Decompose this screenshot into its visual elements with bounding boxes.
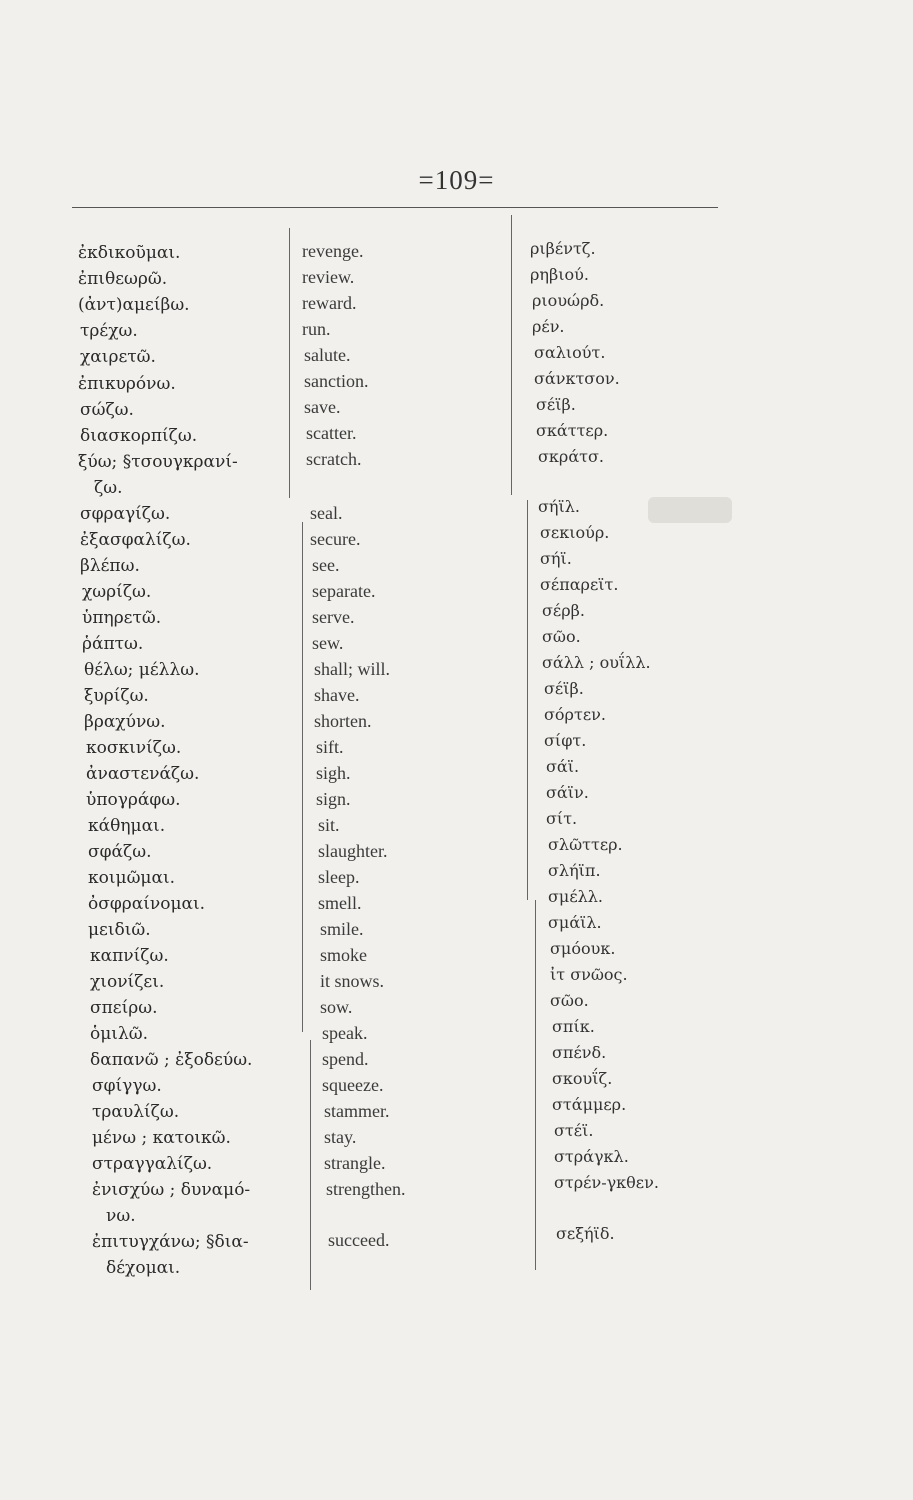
english-entry: succeed.	[328, 1230, 390, 1250]
column-divider-upper-right	[511, 215, 512, 495]
top-rule	[72, 207, 718, 208]
english-entry: sanction.	[304, 371, 369, 391]
english-entry: smell.	[318, 893, 362, 913]
greek-entry: ἐπιτυγχάνω; §δια-	[92, 1232, 249, 1252]
english-entry: salute.	[304, 345, 351, 365]
english-entry: it snows.	[320, 971, 385, 991]
english-entry: shorten.	[314, 711, 372, 731]
greek-entry: ἐπικυρόνω.	[78, 374, 176, 394]
pronunciation-entry: σκράτσ.	[538, 447, 604, 466]
greek-entry: σφίγγω.	[92, 1076, 162, 1096]
pronunciation-entry: σκουΐζ.	[552, 1069, 613, 1088]
pronunciation-entry: σεκιούρ.	[540, 523, 610, 542]
english-entry: smile.	[320, 919, 364, 939]
ink-smudge	[648, 497, 732, 523]
english-entry: reward.	[302, 293, 357, 313]
greek-entry: τραυλίζω.	[92, 1102, 180, 1122]
pronunciation-entry: σλῶττερ.	[548, 835, 623, 854]
pronunciation-entry: σέϊβ.	[544, 679, 584, 698]
english-entry: sigh.	[316, 763, 351, 783]
greek-entry: διασκορπίζω.	[80, 426, 198, 446]
pronunciation-entry: σκάττερ.	[536, 421, 609, 440]
greek-entry: ἀναστενάζω.	[86, 764, 200, 784]
greek-entry: ὁμιλῶ.	[90, 1024, 148, 1044]
column-divider-lower-right	[535, 900, 536, 1270]
pronunciation-entry: σεξήϊδ.	[556, 1224, 615, 1243]
english-entry: sift.	[316, 737, 344, 757]
greek-entry: σπείρω.	[90, 998, 158, 1018]
pronunciation-entry: ριουώρδ.	[532, 291, 605, 310]
pronunciation-entry: σέπαρεϊτ.	[540, 575, 619, 594]
english-entry: run.	[302, 319, 331, 339]
greek-entry: σφραγίζω.	[80, 504, 171, 524]
english-entry: smoke	[320, 945, 367, 965]
pronunciation-entry: σπίκ.	[552, 1017, 595, 1036]
pronunciation-entry: ρέν.	[532, 317, 565, 336]
greek-entry: χιονίζει.	[90, 972, 165, 992]
english-entry: sew.	[312, 633, 344, 653]
english-entry: sleep.	[318, 867, 360, 887]
column-divider-mid-left	[302, 522, 303, 1032]
greek-entry: ἐκδικοῦμαι.	[78, 243, 181, 263]
english-entry: shall; will.	[314, 659, 390, 679]
greek-entry: μειδιῶ.	[88, 920, 151, 940]
greek-entry: σώζω.	[80, 400, 134, 420]
english-entry: spend.	[322, 1049, 369, 1069]
english-entry: sign.	[316, 789, 351, 809]
column-divider-mid-right	[527, 500, 528, 900]
pronunciation-entry: σέρβ.	[542, 601, 585, 620]
english-entry: serve.	[312, 607, 355, 627]
english-entry: review.	[302, 267, 355, 287]
greek-entry: δέχομαι.	[106, 1258, 181, 1278]
pronunciation-entry: στάμμερ.	[552, 1095, 627, 1114]
greek-entry: χαιρετῶ.	[80, 347, 156, 367]
english-entry: separate.	[312, 581, 376, 601]
greek-entry: ῥάπτω.	[82, 634, 144, 654]
page-number: =109=	[418, 165, 495, 195]
greek-entry: νω.	[106, 1206, 136, 1226]
greek-entry: κάθημαι.	[88, 816, 166, 836]
pronunciation-entry: σπένδ.	[552, 1043, 607, 1062]
pronunciation-entry: στέϊ.	[554, 1121, 594, 1140]
greek-entry: (ἀντ)αμείβω.	[78, 295, 190, 315]
pronunciation-entry: σῶο.	[550, 991, 589, 1010]
greek-entry: χωρίζω.	[82, 582, 152, 602]
greek-entry: μένω ; κατοικῶ.	[92, 1128, 231, 1148]
greek-entry: ὑπογράφω.	[86, 790, 181, 810]
pronunciation-entry: σμόουκ.	[550, 939, 616, 958]
english-entry: shave.	[314, 685, 360, 705]
english-entry: seal.	[310, 503, 343, 523]
greek-entry: ξύω; §τσουγκρανί-	[78, 452, 238, 472]
pronunciation-entry: σαλιούτ.	[534, 343, 606, 362]
pronunciation-entry: σλήϊπ.	[548, 861, 601, 880]
english-entry: slaughter.	[318, 841, 388, 861]
english-entry: secure.	[310, 529, 361, 549]
english-entry: stay.	[324, 1127, 357, 1147]
pronunciation-entry: ἰτ σνῶος.	[550, 965, 628, 984]
pronunciation-entry: σέϊβ.	[536, 395, 576, 414]
pronunciation-entry: ρηβιού.	[530, 265, 589, 284]
pronunciation-entry: σήϊλ.	[538, 497, 581, 516]
english-entry: save.	[304, 397, 341, 417]
greek-entry: σφάζω.	[88, 842, 152, 862]
pronunciation-entry: σήϊ.	[540, 549, 572, 568]
greek-entry: ὑπηρετῶ.	[82, 608, 162, 628]
greek-entry: ἐξασφαλίζω.	[80, 530, 191, 550]
pronunciation-entry: στρέν-γκθεν.	[554, 1173, 659, 1192]
pronunciation-entry: σάλλ ; ουΐλλ.	[542, 653, 651, 672]
pronunciation-entry: στράγκλ.	[554, 1147, 629, 1166]
pronunciation-entry: σόρτεν.	[544, 705, 606, 724]
pronunciation-entry: σάνκτσον.	[534, 369, 620, 388]
pronunciation-entry: σμάϊλ.	[548, 913, 602, 932]
english-entry: sow.	[320, 997, 353, 1017]
english-entry: sit.	[318, 815, 340, 835]
english-entry: see.	[312, 555, 340, 575]
pronunciation-entry: σάϊ.	[546, 757, 580, 776]
english-entry: stammer.	[324, 1101, 390, 1121]
greek-entry: ζω.	[94, 478, 123, 498]
english-entry: strengthen.	[326, 1179, 406, 1199]
greek-entry: ἐνισχύω ; δυναμό-	[92, 1180, 251, 1200]
greek-entry: ξυρίζω.	[84, 686, 149, 706]
greek-entry: τρέχω.	[80, 321, 138, 341]
column-divider-upper-left	[289, 228, 290, 498]
english-entry: squeeze.	[322, 1075, 384, 1095]
english-entry: scatter.	[306, 423, 357, 443]
english-entry: strangle.	[324, 1153, 386, 1173]
greek-entry: κοιμῶμαι.	[88, 868, 176, 888]
pronunciation-entry: ριβέντζ.	[530, 239, 596, 258]
greek-entry: δαπανῶ ; ἐξοδεύω.	[90, 1050, 253, 1070]
column-divider-lower-left	[310, 1040, 311, 1290]
pronunciation-entry: σίτ.	[546, 809, 578, 828]
pronunciation-entry: σίφτ.	[544, 731, 587, 750]
pronunciation-entry: σάϊν.	[546, 783, 589, 802]
english-entry: speak.	[322, 1023, 368, 1043]
english-entry: revenge.	[302, 241, 364, 261]
greek-entry: θέλω; μέλλω.	[84, 660, 200, 680]
greek-entry: καπνίζω.	[90, 946, 169, 966]
greek-entry: ἐπιθεωρῶ.	[78, 269, 168, 289]
greek-entry: κοσκινίζω.	[86, 738, 182, 758]
greek-entry: ὀσφραίνομαι.	[88, 894, 206, 914]
pronunciation-entry: σμέλλ.	[548, 887, 603, 906]
greek-entry: βραχύνω.	[84, 712, 166, 732]
pronunciation-entry: σῶο.	[542, 627, 581, 646]
english-entry: scratch.	[306, 449, 362, 469]
greek-entry: στραγγαλίζω.	[92, 1154, 213, 1174]
greek-entry: βλέπω.	[80, 556, 140, 576]
